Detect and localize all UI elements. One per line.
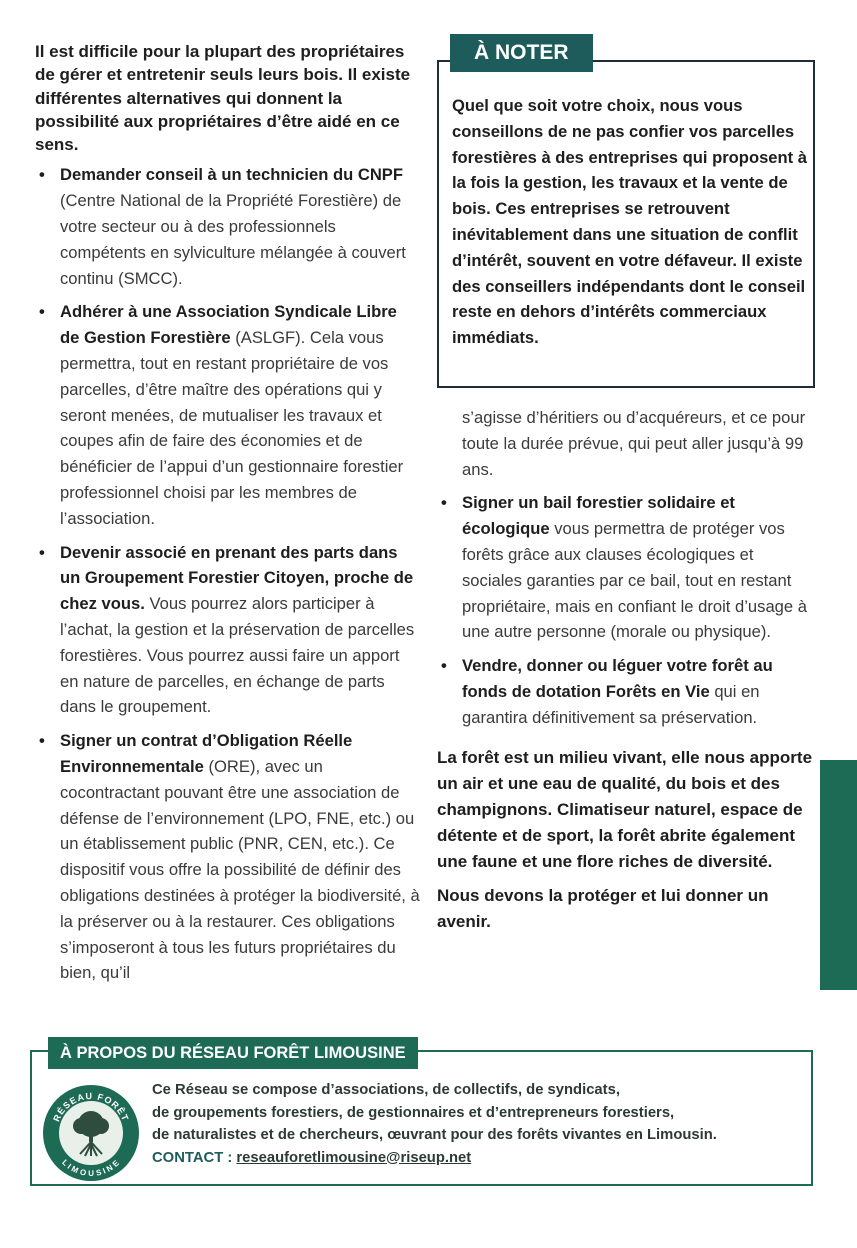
about-title: À PROPOS DU RÉSEAU FORÊT LIMOUSINE [48,1037,418,1069]
side-tab [820,760,857,990]
list-item [35,299,420,531]
right-column [437,405,817,943]
item-text: vous permettra de protéger vos forêts grâce aux clauses écologiques et sociales garanties par ce bail, tout en restant propriétaire, mais en confiant le droit d’usage à une autre personne (morale ou physique). [462,519,807,642]
about-line: de groupements forestiers, de gestionnaires et d’entrepreneurs forestiers, [152,1104,675,1121]
item-heading: Signer un bail forestier solidaire et écologique [462,493,735,539]
logo-top-text: RÉSEAU FORÊT [51,1090,131,1124]
continuation-text: s’agisse d’héritiers ou d’acquéreurs, et ce pour toute la durée prévue, qui peut aller jusqu’à 99 ans. [462,408,806,479]
item-text: (Centre National de la Propriété Forestière) de votre secteur ou à des professionnels compétents en sylviculture mélangée à couvert continu (SMCC). [60,191,406,288]
list-item [35,728,420,986]
svg-text:LIMOUSINE [60,1158,121,1178]
note-title: À NOTER [450,34,593,72]
closing-paragraph: La forêt est un milieu vivant, elle nous apporte un air et une eau de qualité, du bois et des champignons. Climatiseur naturel, espace de détente et de sport, la forêt abrite également une faune et une flore riches de diversité. [437,747,813,871]
alternatives-list [35,162,420,986]
closing-call: Nous devons la protéger et lui donner un avenir. [437,885,769,931]
contact-line [152,1147,802,1170]
about-line: Ce Réseau se compose d’associations, de collectifs, de syndicats, [152,1082,620,1098]
logo-ring-text [43,1085,139,1181]
item-text: qui en garantira définitivement sa préservation. [462,681,760,727]
about-line: de naturalistes et de chercheurs, œuvrant pour des forêts vivantes en Limousin. [152,1127,717,1143]
item-heading: Adhérer à une Association Syndicale Libre de Gestion Forestière [60,302,397,348]
item-text: (ORE), avec un cocontractant pouvant être une association de défense de l’environnement (LPO, FNE, etc.) ou un établissement public (PNR, CEN, etc.). Ce dispositif vous offre la possibilité de définir des obligations destinées à protéger la biodiversité, à la préserver ou à la restaurer. Ces obligations s’imposeront à tous les futurs propriétaires du bien, qu’il [60,757,420,983]
item-heading: Devenir associé en prenant des parts dans un Groupement Forestier Citoyen, proche de chez vous. [60,542,414,614]
intro-paragraph: Il est difficile pour la plupart des propriétaires de gérer et entretenir seuls leurs bois. Il existe différentes alternatives qui donnent la possibilité aux propriétaires d’être aidé en ce sens. [35,42,411,155]
item-heading: Vendre, donner ou léguer votre forêt au fonds de dotation Forêts en Vie [462,656,773,701]
item-text: (ASLGF). Cela vous permettra, tout en restant propriétaire de vos parcelles, d’être maître des opérations qui y seront menées, de mutualiser les travaux et coupes afin de faire des économies et de bénéficier de l’appui d’un gestionnaire forestier professionnel choisi par les membres de l’association. [60,328,404,528]
contact-label: CONTACT : [152,1149,237,1166]
logo-bottom-text: LIMOUSINE [60,1157,122,1179]
item-heading: Demander conseil à un technicien du CNPF [60,165,404,185]
list-item [437,490,817,645]
svg-text:RÉSEAU FORÊT [51,1091,130,1123]
item-text: Vous pourrez alors participer à l’achat, la gestion et la préservation de parcelles forestières. Vous pourrez aussi faire un apport en nature de parcelles, en échange de parts dans le groupement. [60,594,415,717]
note-text: Quel que soit votre choix, nous vous conseillons de ne pas confier vos parcelles forestières à des entreprises qui proposent à la fois la gestion, les travaux et la vente de bois. Ces entreprises se retrouvent inévitablement dans une situation de conflit d’intérêt, souvent en votre défaveur. Il existe des conseillers indépendants dont le conseil reste en dehors d’intérêts commerciaux immédiats. [452,96,808,348]
left-column [35,40,420,994]
reseau-logo [43,1085,139,1181]
list-item [35,540,420,721]
list-item [437,653,817,730]
alternatives-list-continued [437,490,817,730]
contact-email-link[interactable]: reseauforetlimousine@riseup.net [236,1149,472,1166]
about-text [152,1079,802,1169]
item-heading: Signer un contrat d’Obligation Réelle Environnementale [60,731,353,777]
list-item [35,162,420,291]
